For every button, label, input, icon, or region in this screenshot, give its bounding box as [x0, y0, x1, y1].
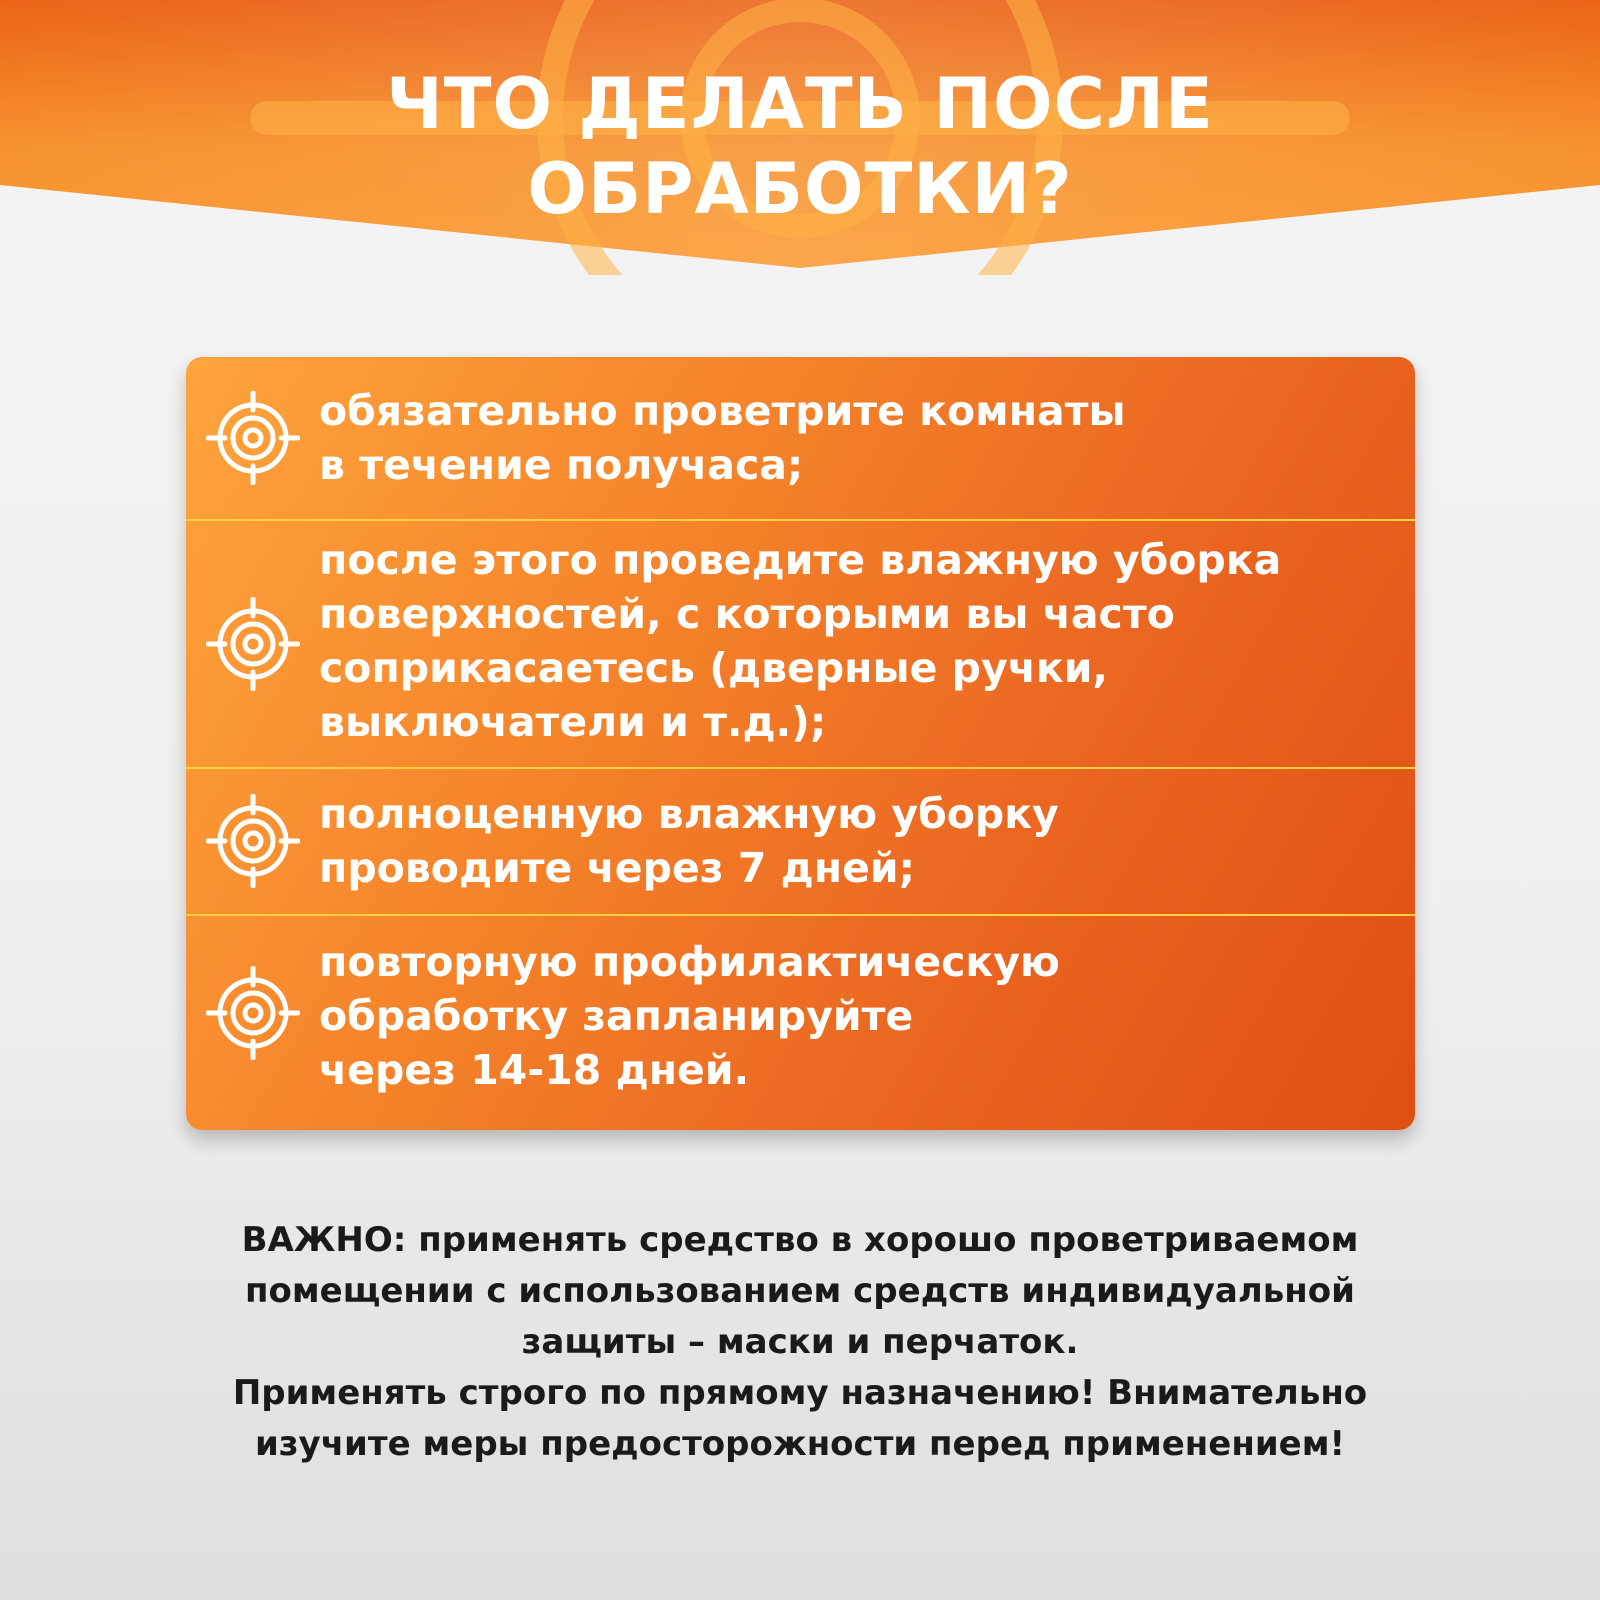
- notice-text: применять средство в хорошо проветриваемом: [406, 1220, 1359, 1260]
- step-text: после этого проведите влажную уборка поверхностей, с которыми вы часто соприкасаетесь (дверные ручки, выключатели и т.д.);: [319, 536, 1282, 746]
- step-text: повторную профилактическую обработку запланируйте через 14-18 дней.: [319, 938, 1060, 1094]
- notice-label: ВАЖНО:: [241, 1220, 407, 1260]
- step-text: обязательно проветрите комнаты в течение получаса;: [319, 387, 1126, 489]
- important-notice: [0, 1215, 1600, 1470]
- step-text: полноценную влажную уборку проводите через 7 дней;: [319, 790, 1059, 892]
- target-icon: [206, 966, 300, 1060]
- step-item-1: [186, 357, 1415, 519]
- notice-line-4: Применять строго по прямому назначению! Внимательно: [232, 1373, 1368, 1413]
- notice-line-1: [0, 1215, 1600, 1266]
- target-icon: [206, 391, 300, 485]
- target-icon: [206, 597, 300, 691]
- steps-card: [186, 357, 1415, 1130]
- step-item-4: [186, 916, 1415, 1130]
- step-item-3: [186, 769, 1415, 914]
- page-title: ЧТО ДЕЛАТЬ ПОСЛЕ ОБРАБОТКИ?: [386, 63, 1214, 230]
- step-item-2: [186, 521, 1415, 767]
- notice-line-5: изучите меры предосторожности перед применением!: [254, 1424, 1346, 1464]
- target-icon: [206, 794, 300, 888]
- notice-line-3: защиты – маски и перчаток.: [521, 1322, 1079, 1362]
- notice-line-2: помещении с использованием средств индивидуальной: [245, 1271, 1355, 1311]
